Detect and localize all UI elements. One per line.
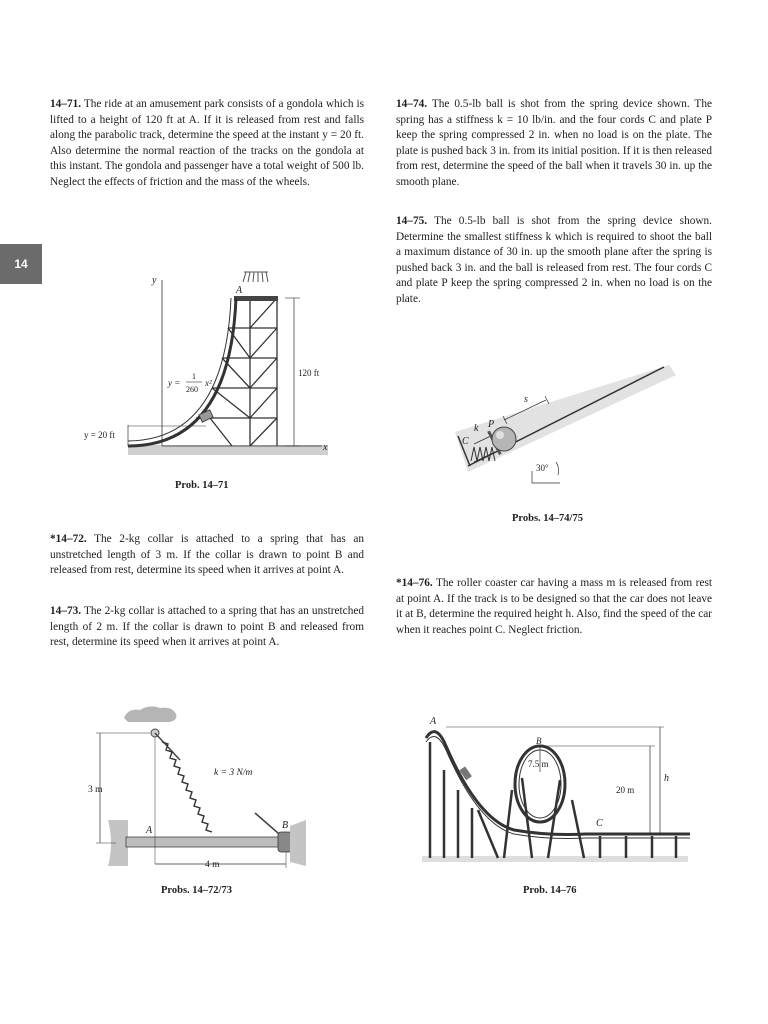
label-a: A (430, 716, 437, 727)
label-radius: 7.5 m (528, 759, 549, 769)
figure-14-76 (420, 710, 710, 880)
ceiling-support (124, 706, 176, 722)
figure-caption: Prob. 14–76 (523, 885, 577, 896)
problem-number: *14–76. (396, 577, 433, 589)
label-a: A (236, 285, 243, 296)
equation-lhs: y = (168, 378, 181, 388)
label-angle: 30° (536, 463, 549, 473)
problem-number: *14–72. (50, 533, 87, 545)
problem-number: 14–73. (50, 605, 82, 617)
ball-highlight (496, 431, 504, 439)
problem-text: The 0.5-lb ball is shot from the spring device shown. The spring has a stiffness k = 10 lb/in. and the four cords C and plate P keep the spring compressed 2 in. when no load is on the plate. The plate is pushed back 3 in. from its initial position. If it is then released from rest, determine the speed of the ball when it travels 30 in. up the smooth plane. (396, 98, 712, 188)
rod (126, 837, 286, 847)
ball (492, 427, 516, 451)
label-b: B (536, 736, 542, 746)
label-y: y (152, 275, 157, 286)
label-x: x (323, 442, 328, 453)
right-support (290, 820, 306, 866)
gondola (199, 410, 213, 422)
problem-text: The roller coaster car having a mass m is released from rest at point A. If the track is to be designed so that the car does not leave it at B, determine the required height h. Also, find the speed of the car when it reaches point C. Neglect friction. (396, 577, 712, 636)
label-20m: 20 m (616, 785, 635, 795)
problem-text: The 2-kg collar is attached to a spring that has an unstretched length of 2 m. If the collar is drawn to point B and released from rest, determine its speed when it arrives at point A. (50, 605, 365, 649)
figure-14-71 (60, 262, 360, 472)
label-c: C (596, 818, 603, 829)
support-columns (430, 742, 676, 858)
label-height: 120 ft (298, 368, 320, 378)
label-height: 3 m (88, 785, 103, 795)
top-platform (234, 296, 278, 301)
figure-caption: Prob. 14–71 (175, 480, 229, 491)
tower (196, 298, 277, 446)
problem-14-72 (50, 532, 364, 579)
problem-number: 14–74. (396, 98, 428, 110)
roof (243, 272, 268, 282)
problem-text: The 0.5-lb ball is shot from the spring device shown. Determine the smallest stiffness k which is required to shoot the ball a maximum distance of 30 in. up the smooth plane after the spring is pushed back 3 in. and the ball is released from rest. The four cords C and plate P keep the spring compressed 2 in. when no load is on the plate. (396, 215, 713, 305)
parabolic-track (128, 298, 236, 446)
angle-arc (556, 462, 559, 475)
figure-caption: Probs. 14–72/73 (161, 885, 232, 896)
equation-rhs: x² (205, 378, 212, 388)
label-a: A (146, 825, 153, 836)
problem-14-73 (50, 604, 364, 651)
parabolic-track-inner (128, 298, 231, 441)
figure-caption: Probs. 14–74/75 (512, 513, 583, 524)
equation-numerator: 1 (192, 372, 196, 381)
problem-14-76 (396, 576, 712, 638)
ground (422, 856, 688, 862)
problem-14-75 (396, 214, 712, 308)
problem-14-74 (396, 97, 712, 191)
label-k: k = 3 N/m (214, 768, 253, 778)
chapter-tab: 14 (0, 244, 42, 284)
label-s: s (524, 394, 528, 405)
label-p: P (488, 419, 495, 430)
problem-text: The ride at an amusement park consists of a gondola which is lifted to a height of 120 ft at A. If it is released from rest and falls along the parabolic track, determine the speed at the instant y = 20 ft. Also determine the normal reaction of the tracks on the gondola at this instant. The gondola and passenger have a total weight of 500 lb. Neglect the effects of friction and the mass of the wheels. (50, 98, 364, 188)
label-h: h (664, 773, 669, 784)
label-width: 4 m (205, 860, 220, 870)
label-c: C (462, 436, 469, 447)
problem-number: 14–71. (50, 98, 82, 110)
figure-14-72-73 (84, 700, 314, 880)
equation-denominator: 260 (186, 385, 198, 394)
problem-text: The 2-kg collar is attached to a spring that has an unstretched length of 3 m. If the collar is drawn to point B and released from rest, determine its speed when it arrives at point A. (50, 533, 364, 577)
problem-number: 14–75. (396, 215, 428, 227)
ground (128, 445, 328, 455)
label-k: k (474, 423, 479, 434)
collar (278, 832, 292, 852)
spring (162, 742, 212, 832)
label-b: B (282, 820, 289, 831)
problem-14-71 (50, 97, 364, 191)
label-y-level: y = 20 ft (84, 430, 115, 440)
track (426, 732, 690, 835)
figure-14-74-75 (440, 360, 680, 490)
